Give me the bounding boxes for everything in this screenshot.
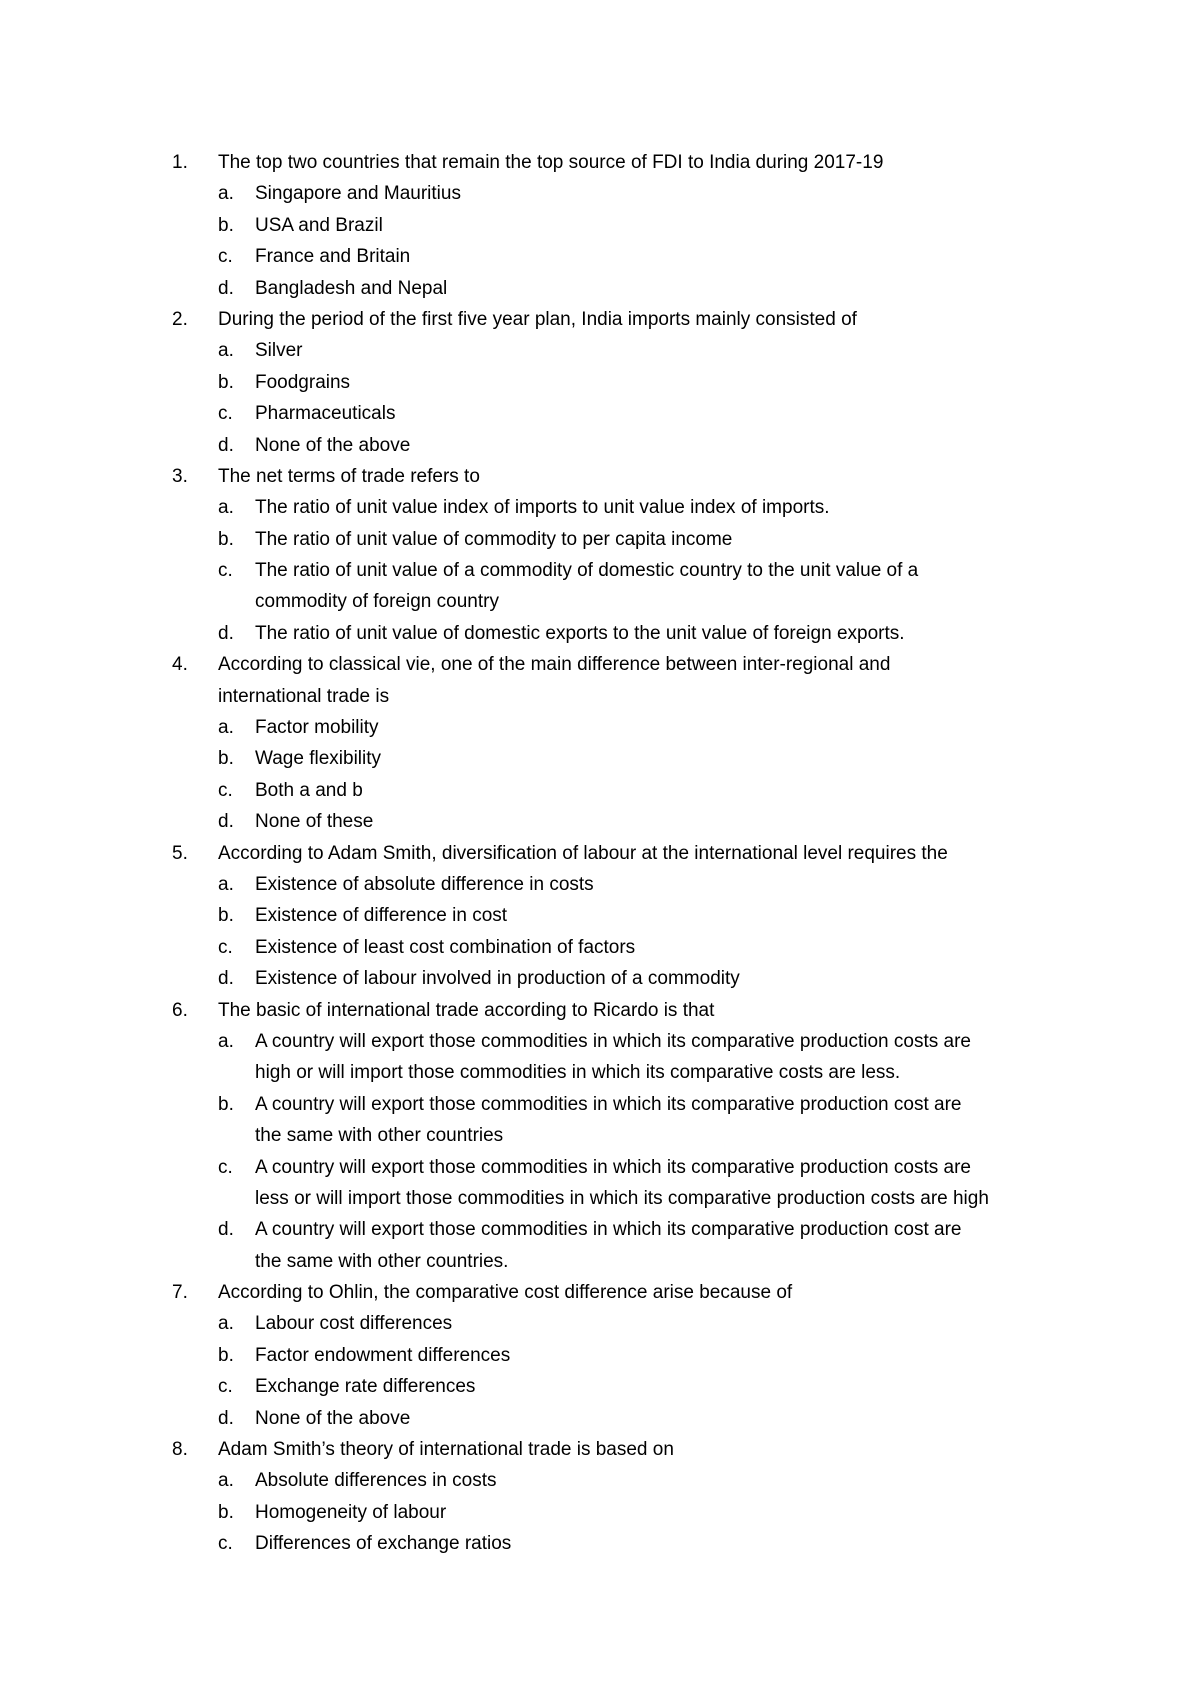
question-text: The basic of international trade according to Ricardo is that bbox=[218, 999, 715, 1021]
question-number: 7. bbox=[172, 1282, 188, 1304]
option-text: Existence of difference in cost bbox=[255, 905, 508, 927]
question-item bbox=[0, 1434, 1200, 1560]
option-line bbox=[0, 1183, 1200, 1214]
question-number: 8. bbox=[172, 1439, 188, 1461]
option-line bbox=[0, 586, 1200, 617]
option-text: Singapore and Mauritius bbox=[255, 183, 461, 205]
option-letter: c. bbox=[218, 1376, 233, 1398]
option-text: A country will export those commodities in which its comparative production cost are bbox=[255, 1219, 962, 1241]
option-letter: b. bbox=[218, 748, 234, 770]
option-line bbox=[0, 1403, 1200, 1434]
option-text: Absolute differences in costs bbox=[255, 1470, 497, 1492]
option-text: the same with other countries. bbox=[255, 1250, 509, 1272]
option-line bbox=[0, 806, 1200, 837]
option-line bbox=[0, 273, 1200, 304]
question-number: 4. bbox=[172, 654, 188, 676]
option-letter: c. bbox=[218, 1156, 233, 1178]
option-line bbox=[0, 241, 1200, 272]
option-text: A country will export those commodities in which its comparative production costs are bbox=[255, 1030, 971, 1052]
question-line bbox=[0, 681, 1200, 712]
option-text: commodity of foreign country bbox=[255, 591, 499, 613]
question-text: international trade is bbox=[218, 685, 390, 707]
question-text: Adam Smith’s theory of international trade is based on bbox=[218, 1439, 674, 1461]
option-text: Labour cost differences bbox=[255, 1313, 453, 1335]
option-line bbox=[0, 1308, 1200, 1339]
option-line bbox=[0, 1497, 1200, 1528]
option-text: Existence of absolute difference in costs bbox=[255, 873, 594, 895]
option-text: Wage flexibility bbox=[255, 748, 382, 770]
question-item bbox=[0, 1277, 1200, 1434]
option-line bbox=[0, 1026, 1200, 1057]
option-letter: d. bbox=[218, 1219, 234, 1241]
question-item bbox=[0, 147, 1200, 304]
question-number: 6. bbox=[172, 999, 188, 1021]
option-letter: b. bbox=[218, 1093, 234, 1115]
option-letter: b. bbox=[218, 528, 234, 550]
option-letter: d. bbox=[218, 811, 234, 833]
option-letter: c. bbox=[218, 1533, 233, 1555]
question-text: According to Ohlin, the comparative cost difference arise because of bbox=[218, 1282, 793, 1304]
option-line bbox=[0, 1089, 1200, 1120]
option-line bbox=[0, 869, 1200, 900]
question-list bbox=[0, 147, 1200, 1560]
question-line bbox=[0, 649, 1200, 680]
option-letter: b. bbox=[218, 1344, 234, 1366]
option-letter: c. bbox=[218, 936, 233, 958]
option-letter: a. bbox=[218, 873, 234, 895]
option-text: less or will import those commodities in which its comparative production costs are high bbox=[255, 1187, 989, 1209]
option-letter: c. bbox=[218, 779, 233, 801]
question-item bbox=[0, 304, 1200, 461]
option-text: None of these bbox=[255, 811, 374, 833]
option-text: Bangladesh and Nepal bbox=[255, 277, 448, 299]
option-text: Exchange rate differences bbox=[255, 1376, 476, 1398]
option-line bbox=[0, 900, 1200, 931]
option-line bbox=[0, 210, 1200, 241]
option-text: A country will export those commodities in which its comparative production costs are bbox=[255, 1156, 971, 1178]
option-letter: a. bbox=[218, 497, 234, 519]
option-letter: d. bbox=[218, 622, 234, 644]
option-line bbox=[0, 932, 1200, 963]
option-line bbox=[0, 178, 1200, 209]
option-line bbox=[0, 1465, 1200, 1496]
option-line bbox=[0, 1528, 1200, 1559]
question-text: According to Adam Smith, diversification of labour at the international level requires the bbox=[218, 842, 948, 864]
question-line bbox=[0, 838, 1200, 869]
option-text: Pharmaceuticals bbox=[255, 403, 396, 425]
option-text: Foodgrains bbox=[255, 371, 351, 393]
option-line bbox=[0, 1120, 1200, 1151]
question-number: 2. bbox=[172, 308, 188, 330]
option-letter: b. bbox=[218, 905, 234, 927]
question-line bbox=[0, 461, 1200, 492]
option-text: Homogeneity of labour bbox=[255, 1501, 447, 1523]
option-text: Factor endowment differences bbox=[255, 1344, 511, 1366]
option-text: The ratio of unit value of a commodity of domestic country to the unit value of a bbox=[255, 560, 919, 582]
option-line bbox=[0, 430, 1200, 461]
question-line bbox=[0, 1277, 1200, 1308]
option-letter: a. bbox=[218, 717, 234, 739]
question-item bbox=[0, 838, 1200, 995]
option-text: Differences of exchange ratios bbox=[255, 1533, 512, 1555]
option-text: Both a and b bbox=[255, 779, 363, 801]
question-number: 3. bbox=[172, 465, 188, 487]
question-text: The net terms of trade refers to bbox=[218, 465, 480, 487]
option-line bbox=[0, 335, 1200, 366]
option-line bbox=[0, 492, 1200, 523]
option-letter: d. bbox=[218, 434, 234, 456]
option-line bbox=[0, 712, 1200, 743]
option-line bbox=[0, 1152, 1200, 1183]
option-text: the same with other countries bbox=[255, 1125, 504, 1147]
question-line bbox=[0, 304, 1200, 335]
option-text: Factor mobility bbox=[255, 717, 379, 739]
option-letter: a. bbox=[218, 1470, 234, 1492]
option-line bbox=[0, 1214, 1200, 1245]
question-number: 1. bbox=[172, 152, 188, 173]
option-letter: b. bbox=[218, 214, 234, 236]
question-item bbox=[0, 461, 1200, 649]
option-line bbox=[0, 775, 1200, 806]
question-number: 5. bbox=[172, 842, 188, 864]
option-text: USA and Brazil bbox=[255, 214, 383, 236]
question-line bbox=[0, 995, 1200, 1026]
option-line bbox=[0, 963, 1200, 994]
option-text: A country will export those commodities in which its comparative production cost are bbox=[255, 1093, 962, 1115]
option-letter: d. bbox=[218, 277, 234, 299]
option-text: The ratio of unit value of domestic exports to the unit value of foreign exports. bbox=[255, 622, 905, 644]
option-letter: d. bbox=[218, 968, 234, 990]
option-line bbox=[0, 1340, 1200, 1371]
question-text: The top two countries that remain the top source of FDI to India during 2017-19 bbox=[218, 152, 884, 173]
option-letter: b. bbox=[218, 1501, 234, 1523]
option-line bbox=[0, 555, 1200, 586]
option-letter: a. bbox=[218, 340, 234, 362]
option-letter: c. bbox=[218, 246, 233, 268]
option-text: Existence of labour involved in production of a commodity bbox=[255, 968, 740, 990]
option-letter: d. bbox=[218, 1407, 234, 1429]
option-letter: c. bbox=[218, 403, 233, 425]
option-letter: a. bbox=[218, 183, 234, 205]
option-line bbox=[0, 367, 1200, 398]
question-text: According to classical vie, one of the main difference between inter-regional and bbox=[218, 654, 891, 676]
option-letter: c. bbox=[218, 560, 233, 582]
option-line bbox=[0, 1057, 1200, 1088]
question-item bbox=[0, 995, 1200, 1278]
option-line bbox=[0, 618, 1200, 649]
question-text: During the period of the first five year plan, India imports mainly consisted of bbox=[218, 308, 857, 330]
option-text: Silver bbox=[255, 340, 303, 362]
question-line bbox=[0, 1434, 1200, 1465]
option-text: high or will import those commodities in which its comparative costs are less. bbox=[255, 1062, 901, 1084]
option-letter: b. bbox=[218, 371, 234, 393]
option-letter: a. bbox=[218, 1313, 234, 1335]
option-text: None of the above bbox=[255, 434, 411, 456]
option-line bbox=[0, 1371, 1200, 1402]
option-text: France and Britain bbox=[255, 246, 411, 268]
option-line bbox=[0, 524, 1200, 555]
option-text: None of the above bbox=[255, 1407, 411, 1429]
option-letter: a. bbox=[218, 1030, 234, 1052]
option-line bbox=[0, 1246, 1200, 1277]
question-line bbox=[0, 147, 1200, 178]
question-item bbox=[0, 649, 1200, 837]
option-text: The ratio of unit value of commodity to per capita income bbox=[255, 528, 733, 550]
option-line bbox=[0, 398, 1200, 429]
option-line bbox=[0, 743, 1200, 774]
option-text: Existence of least cost combination of factors bbox=[255, 936, 636, 958]
option-text: The ratio of unit value index of imports to unit value index of imports. bbox=[255, 497, 830, 519]
